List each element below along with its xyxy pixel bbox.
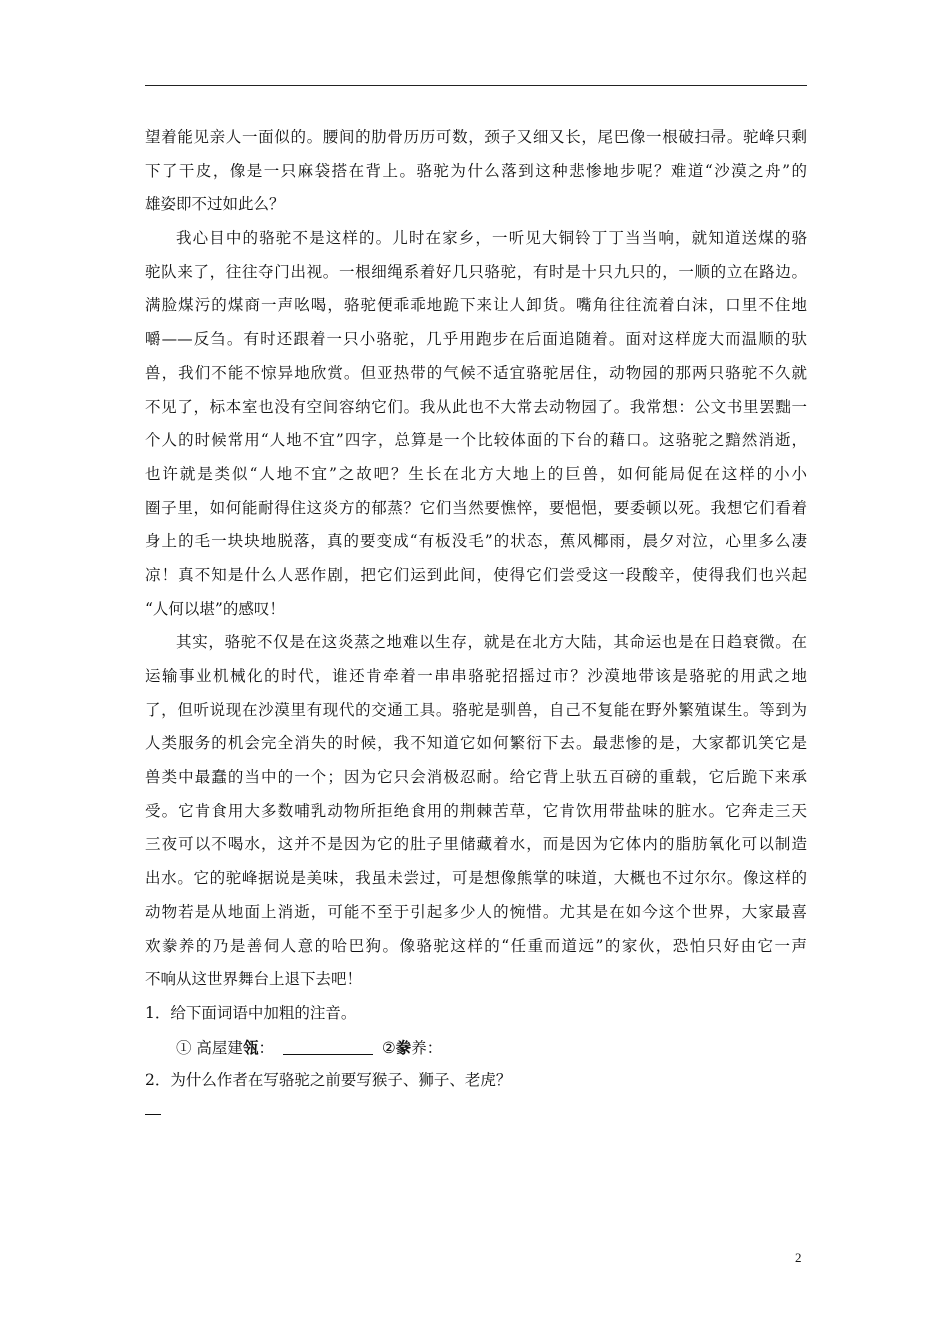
text-line: 不响从这世界舞台上退下去吧！: [145, 970, 363, 989]
text-line: 下了干皮，像是一只麻袋搭在背上。骆驼为什么落到这种悲惨地步呢？难道“沙漠之舟”的: [145, 161, 807, 180]
text-line: “人何以堪”的感叹！: [145, 599, 285, 618]
q1-item1-prefix: ① 高屋建: [176, 1038, 243, 1057]
text-line: 出水。它的驼峰据说是美味，我虽未尝过，可是想像熊掌的味道，大概也不过尔尔。像这样的: [145, 869, 807, 888]
paragraph: [145, 626, 807, 997]
text-line: 动物若是从地面上消逝，可能不至于引起多少人的惋惜。尤其是在如今这个世界，大家最喜: [145, 902, 807, 921]
text-line: 驼队来了，往往夺门出视。一根细绳系着好几只骆驼，有时是十只九只的，一顺的立在路边。: [145, 262, 807, 281]
text-line: 我心目中的骆驼不是这样的。儿时在家乡，一听见大铜铃丁丁当当响，就知道送煤的骆: [176, 229, 807, 248]
q1-item1-suffix: ：: [258, 1038, 274, 1057]
question-2: 2．为什么作者在写骆驼之前要写猴子、狮子、老虎？: [145, 1071, 512, 1090]
answer-dash: [145, 1114, 161, 1115]
paragraph: [145, 222, 807, 626]
text-line: 运输事业机械化的时代，谁还肯牵着一串串骆驼招摇过市？沙漠地带该是骆驼的用武之地: [145, 667, 807, 685]
header-rule: [145, 85, 807, 86]
text-line: 嚼——反刍。有时还跟着一只小骆驼，几乎用跑步在后面追随着。面对这样庞大而温顺的驮: [145, 330, 807, 349]
text-line: 个人的时候常用“人地不宜”四字，总算是一个比较体面的下台的藉口。这骆驼之黯然消逝，: [145, 431, 807, 450]
text-line: 身上的毛一块块地脱落，真的要变成“有板没毛”的状态，蕉风椰雨，晨夕对泣，心里多么凄: [145, 532, 807, 551]
text-line: 雄姿即不过如此么？: [145, 195, 285, 214]
text-line: 三夜可以不喝水，这并不是因为它的肚子里储藏着水，而是因为它体内的脂肪氧化可以制造: [145, 835, 807, 854]
paragraph: [145, 121, 807, 222]
answer-line[interactable]: [145, 1098, 807, 1132]
paragraphs-container: [145, 121, 807, 997]
text-line: 人类服务的机会完全消失的时候，我不知道它如何繁衍下去。最悲惨的是，大家都讥笑它是: [145, 734, 807, 753]
q1-item1-answer-blank[interactable]: [283, 1036, 373, 1055]
q1-item2-prefix: ②: [381, 1038, 396, 1057]
text-line: 兽类中最蠢的当中的一个；因为它只会消极忍耐。给它背上驮五百磅的重载，它后跪下来承: [145, 768, 807, 787]
text-line: 其实，骆驼不仅是在这炎蒸之地难以生存，就是在北方大陆，其命运也是在日趋衰微。在: [176, 633, 807, 652]
text-line: 凉！真不知是什么人恶作剧，把它们运到此间，使得它们尝受这一段酸辛，使得我们也兴起: [145, 565, 807, 584]
q1-item1-bold-char: 瓴: [242, 1037, 259, 1057]
text-line: 了，但听说现在沙漠里有现代的交通工具。骆驼是驯兽，自己不复能在野外繁殖谋生。等到为: [145, 700, 807, 719]
q1-item2-bold-char: 豢: [395, 1037, 412, 1057]
text-line: 欢豢养的乃是善伺人意的哈巴狗。像骆驼这样的“任重而道远”的家伙，恐怕只好由它一声: [145, 936, 807, 955]
text-line: 兽，我们不能不惊异地欣赏。但亚热带的气候不适宜骆驼居住，动物园的那两只骆驼不久就: [145, 363, 807, 382]
text-line: 也许就是类似“人地不宜”之故吧？生长在北方大地上的巨兽，如何能局促在这样的小小: [145, 464, 807, 483]
text-line: 不见了，标本室也没有空间容纳它们。我从此也不大常去动物园了。我常想：公文书里罢黜一: [145, 397, 807, 416]
question-1-items: [145, 1031, 807, 1065]
article-body: [145, 121, 807, 1132]
text-line: 圈子里，如何能耐得住这炎方的郁蒸？它们当然要憔悴，要悒悒，要委顿以死。我想它们看着: [145, 498, 807, 517]
q1-item2-suffix: 养：: [411, 1038, 443, 1057]
text-line: 满脸煤污的煤商一声吆喝，骆驼便乖乖地跪下来让人卸货。嘴角往往流着白沫，口里不住地: [145, 296, 807, 315]
page-number: 2: [795, 1250, 802, 1265]
text-line: 受。它肯食用大多数哺乳动物所拒绝食用的荆棘苦草，它肯饮用带盐味的脏水。它奔走三天: [145, 801, 807, 820]
question-1: 1．给下面词语中加粗的注音。: [145, 1003, 357, 1022]
text-line: 望着能见亲人一面似的。腰间的肋骨历历可数，颈子又细又长，尾巴像一根破扫帚。驼峰只剩: [145, 128, 807, 146]
